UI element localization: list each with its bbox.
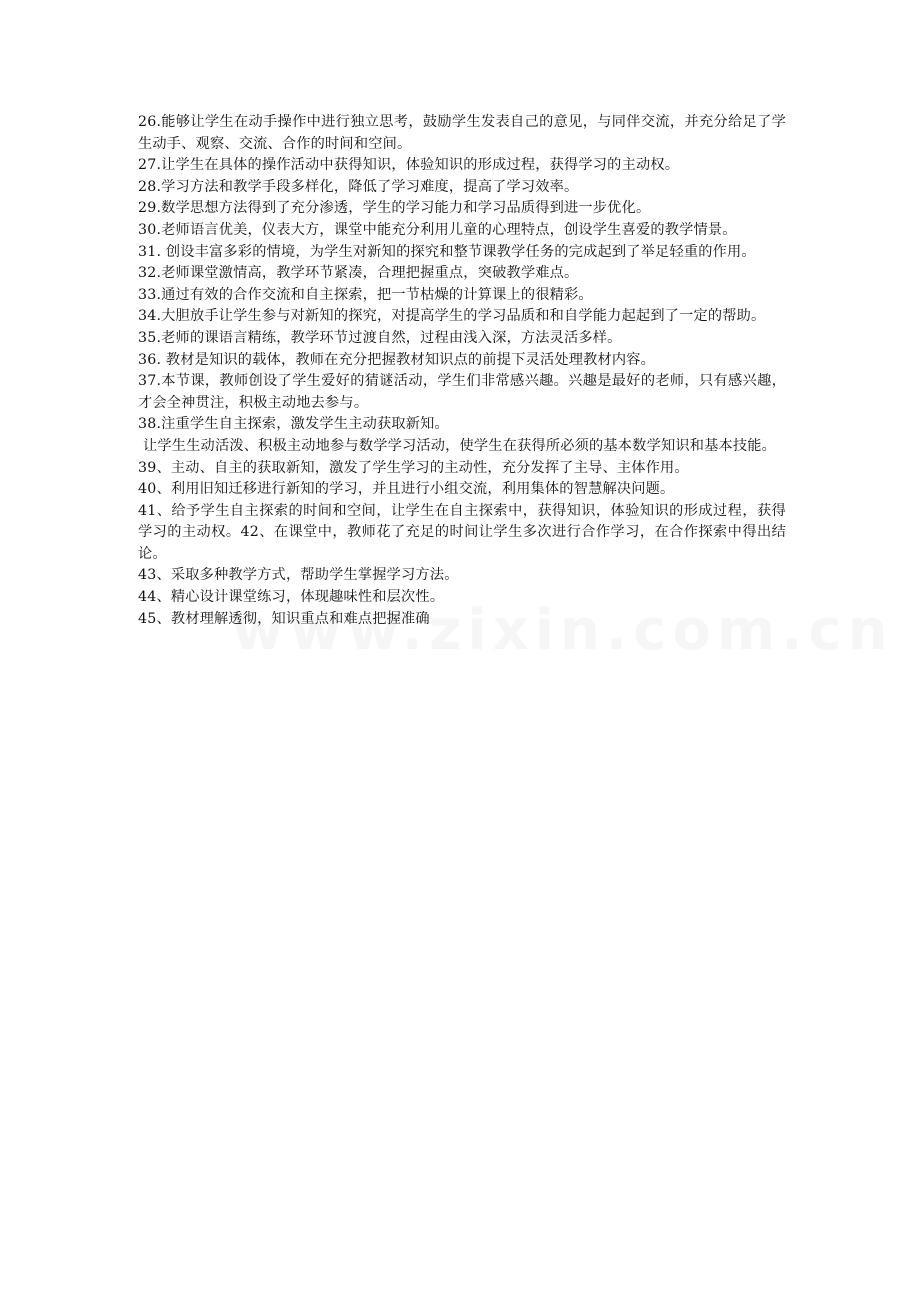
paragraph-35: 35.老师的课语言精练，教学环节过渡自然，过程由浅入深，方法灵活多样。 — [138, 329, 622, 346]
paragraph-33: 33.通过有效的合作交流和自主探索，把一节枯燥的计算课上的很精彩。 — [138, 286, 593, 303]
paragraph-37: 37.本节课，教师创设了学生爱好的猜谜活动，学生们非常感兴趣。兴趣是最好的老师，只有感兴趣，才会全神贯注，积极主动地去参与。 — [138, 373, 786, 411]
paragraph-27: 27.让学生在具体的操作活动中获得知识，体验知识的形成过程，获得学习的主动权。 — [138, 157, 680, 174]
paragraph-26: 26.能够让学生在动手操作中进行独立思考，鼓励学生发表自己的意见，与同伴交流，并充分给足了学生动手、观察、交流、合作的时间和空间。 — [138, 114, 786, 152]
paragraph-31: 31. 创设丰富多彩的情境，为学生对新知的探究和整节课教学任务的完成起到了举足轻重的作用。 — [138, 243, 756, 260]
document-body — [138, 112, 786, 630]
paragraph-38-continued: 让学生生动活泼、积极主动地参与数学学习活动，使学生在获得所必须的基本数学知识和基本技能。 — [143, 437, 777, 454]
paragraph-34: 34.大胆放手让学生参与对新知的探究，对提高学生的学习品质和和自学能力起起到了一定的帮助。 — [138, 308, 766, 325]
paragraph-29: 29.数学思想方法得到了充分渗透，学生的学习能力和学习品质得到进一步优化。 — [138, 200, 651, 217]
paragraph-30: 30.老师语言优美，仪表大方，课堂中能充分利用儿童的心理特点，创设学生喜爱的教学情景。 — [138, 221, 737, 238]
paragraph-45: 45、教材理解透彻，知识重点和难点把握准确 — [138, 610, 430, 627]
paragraph-44: 44、精心设计课堂练习，体现趣味性和层次性。 — [138, 589, 445, 606]
paragraph-32: 32.老师课堂激情高，教学环节紧凑，合理把握重点，突破教学难点。 — [138, 265, 579, 282]
paragraph-41-42: 41、给予学生自主探索的时间和空间，让学生在自主探索中，获得知识，体验知识的形成过程，获得学习的主动权。42、在课堂中，教师花了充足的时间让学生多次进行合作学习，在合作探索中得出结论。 — [138, 502, 786, 562]
paragraph-38: 38.注重学生自主探索，激发学生主动获取新知。 — [138, 416, 449, 433]
paragraph-28: 28.学习方法和教学手段多样化，降低了学习难度，提高了学习效率。 — [138, 178, 579, 195]
paragraph-40: 40、利用旧知迁移进行新知的学习，并且进行小组交流，利用集体的智慧解决问题。 — [138, 481, 675, 498]
paragraph-36: 36. 教材是知识的载体，教师在充分把握教材知识点的前提下灵活处理教材内容。 — [138, 351, 656, 368]
paragraph-43: 43、采取多种教学方式，帮助学生掌握学习方法。 — [138, 567, 459, 584]
paragraph-39: 39、主动、自主的获取新知，激发了学生学习的主动性，充分发挥了主导、主体作用。 — [138, 459, 689, 476]
